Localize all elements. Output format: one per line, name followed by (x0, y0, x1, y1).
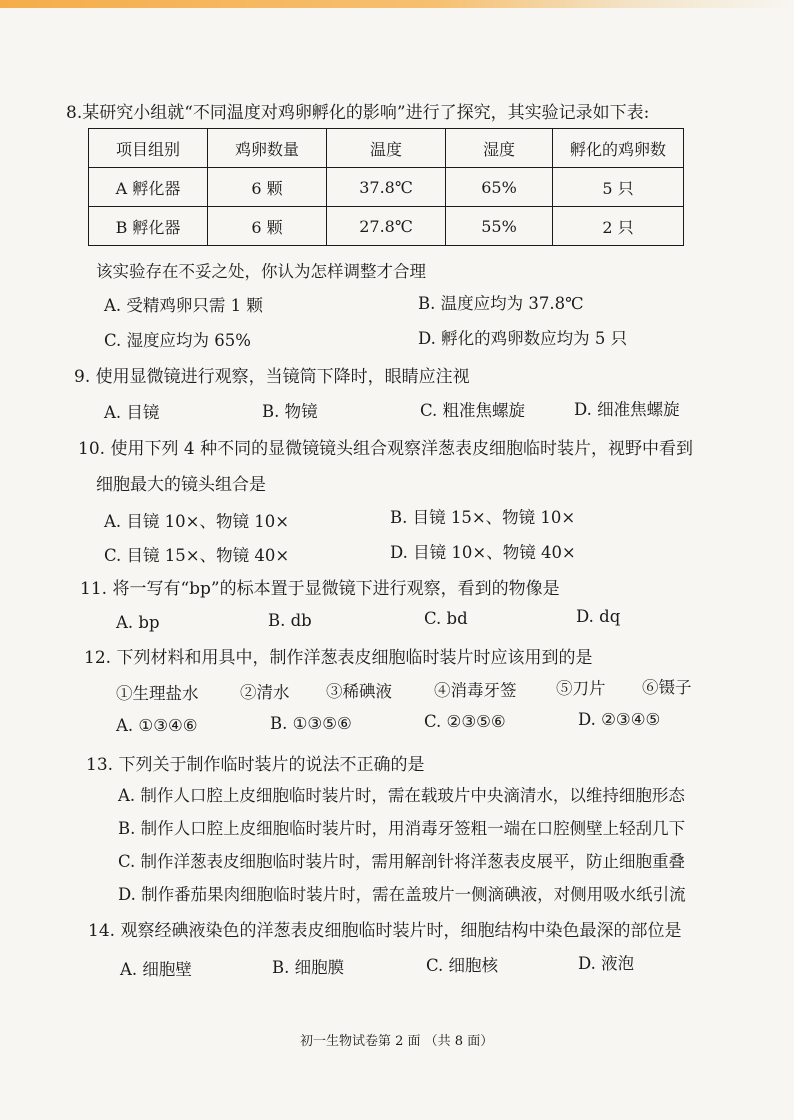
table-cell: 55% (446, 207, 553, 246)
table-cell: 27.8℃ (327, 207, 446, 246)
material-item: ③稀碘液 (326, 682, 392, 701)
option-d: D. 细准焦螺旋 (574, 400, 680, 419)
option-b: B. 温度应均为 37.8℃ (418, 294, 584, 313)
option-d: D. dq (576, 607, 621, 626)
table-header-cell: 孵化的鸡卵数 (553, 129, 684, 168)
table-cell: A 孵化器 (89, 168, 208, 207)
question-8-stem: 8.某研究小组就“不同温度对鸡卵孵化的影响”进行了探究，其实验记录如下表: (66, 103, 650, 123)
material-item: ④消毒牙签 (434, 681, 517, 700)
table-row (89, 168, 684, 207)
table-header-cell: 温度 (327, 129, 446, 168)
material-item: ②清水 (240, 683, 290, 702)
option-b: B. 制作人口腔上皮细胞临时装片时，用消毒牙签粗一端在口腔侧壁上轻刮几下 (118, 819, 686, 838)
table-row (89, 207, 684, 246)
option-c: C. 目镜 15×、物镜 40× (104, 546, 290, 565)
option-d: D. 制作番茄果肉细胞临时装片时，需在盖玻片一侧滴碘液，对侧用吸水纸引流 (118, 885, 686, 904)
question-13-stem: 13. 下列关于制作临时装片的说法不正确的是 (86, 755, 425, 775)
option-d: D. ②③④⑤ (578, 710, 661, 729)
question-8-prompt: 该实验存在不妥之处，你认为怎样调整才合理 (96, 262, 426, 281)
question-10-stem-line1: 10. 使用下列 4 种不同的显微镜镜头组合观察洋葱表皮细胞临时装片，视野中看到 (78, 439, 694, 459)
experiment-record-table (88, 128, 684, 246)
question-11-stem: 11. 将一写有“bp”的标本置于显微镜下进行观察，看到的物像是 (80, 579, 560, 599)
option-a: A. 目镜 (104, 403, 160, 422)
question-9-stem: 9. 使用显微镜进行观察，当镜筒下降时，眼睛应注视 (74, 367, 470, 387)
option-b: B. 目镜 15×、物镜 10× (390, 508, 576, 527)
option-c: C. ②③⑤⑥ (424, 712, 506, 731)
material-item: ⑥镊子 (642, 678, 692, 697)
material-item: ⑤刀片 (556, 679, 606, 698)
table-cell: B 孵化器 (89, 207, 208, 246)
option-b: B. 物镜 (262, 402, 318, 421)
page-footer: 初一生物试卷第 2 面 （共 8 面） (300, 1034, 494, 1049)
option-c: C. 湿度应均为 65% (104, 331, 251, 350)
option-c: C. 细胞核 (426, 956, 499, 975)
question-12-stem: 12. 下列材料和用具中，制作洋葱表皮细胞临时装片时应该用到的是 (84, 648, 593, 668)
option-c: C. 制作洋葱表皮细胞临时装片时，需用解剖针将洋葱表皮展平，防止细胞重叠 (118, 852, 686, 871)
table-cell: 5 只 (553, 168, 684, 207)
option-a: A. bp (116, 613, 160, 632)
option-a: A. 受精鸡卵只需 1 颗 (104, 296, 263, 315)
option-a: A. 制作人口腔上皮细胞临时装片时，需在载玻片中央滴清水，以维持细胞形态 (118, 786, 685, 805)
option-a: A. ①③④⑥ (116, 716, 198, 735)
question-14-stem: 14. 观察经碘液染色的洋葱表皮细胞临时装片时，细胞结构中染色最深的部位是 (88, 921, 682, 941)
table-cell: 37.8℃ (327, 168, 446, 207)
option-d: D. 孵化的鸡卵数应均为 5 只 (418, 329, 628, 348)
table-header-row (89, 129, 684, 168)
table-cell: 2 只 (553, 207, 684, 246)
option-a: A. 细胞壁 (120, 960, 192, 979)
material-item: ①生理盐水 (116, 684, 199, 703)
option-b: B. db (268, 611, 312, 630)
table-cell: 6 颗 (208, 207, 327, 246)
table-cell: 6 颗 (208, 168, 327, 207)
table-cell: 65% (446, 168, 553, 207)
option-d: D. 液泡 (578, 954, 635, 973)
option-c: C. bd (424, 609, 468, 628)
table-header-cell: 湿度 (446, 129, 553, 168)
option-a: A. 目镜 10×、物镜 10× (104, 512, 290, 531)
option-b: B. ①③⑤⑥ (270, 714, 352, 733)
option-c: C. 粗准焦螺旋 (420, 401, 526, 420)
page-top-edge (0, 0, 794, 8)
option-b: B. 细胞膜 (272, 958, 345, 977)
table-header-cell: 项目组别 (89, 129, 208, 168)
question-10-stem-line2: 细胞最大的镜头组合是 (96, 475, 266, 495)
option-d: D. 目镜 10×、物镜 40× (390, 543, 576, 562)
table-header-cell: 鸡卵数量 (208, 129, 327, 168)
